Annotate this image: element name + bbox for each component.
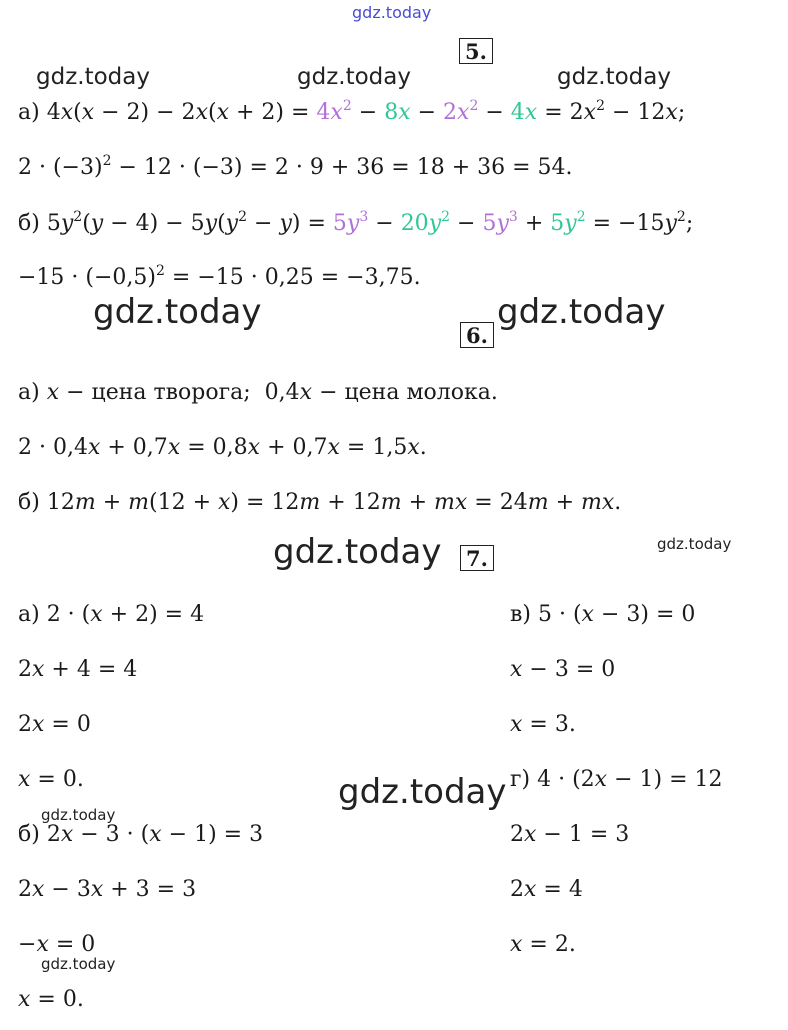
solution-line: г) 4 · (2x − 1) = 12 bbox=[510, 767, 723, 792]
solution-line: x = 0. bbox=[18, 987, 84, 1012]
watermark: gdz.today bbox=[41, 955, 116, 973]
solution-line: 2x = 4 bbox=[510, 877, 583, 902]
solution-line: $2 \cdot (-3)^2 - 12 \cdot (-3) = 2 \cdot 9 + 36 = 18 + 36 = 54$. bbox=[18, 152, 573, 180]
watermark: gdz.today bbox=[338, 772, 507, 812]
solution-line: б) 2x − 3 · (x − 1) = 3 bbox=[18, 822, 264, 847]
watermark: gdz.today bbox=[497, 292, 666, 332]
watermark: gdz.today bbox=[352, 3, 432, 22]
solution-line: $-15 \cdot (-0,5)^2 = -15 \cdot 0,25 = -3,75$. bbox=[18, 262, 421, 290]
watermark: gdz.today bbox=[657, 535, 732, 553]
watermark: gdz.today bbox=[273, 532, 442, 572]
solution-line: в) 5 · (x − 3) = 0 bbox=[510, 602, 696, 627]
solution-line: б) $5y^2(y - 4) - 5y(y^2 - y) = 5y^3 - 20y^2 - 5y^3 + 5y^2 = -15y^2$; bbox=[18, 208, 694, 236]
solution-line: x = 2. bbox=[510, 932, 576, 957]
watermark: gdz.today bbox=[297, 64, 411, 90]
solution-line: 2 · 0,4x + 0,7x = 0,8x + 0,7x = 1,5x. bbox=[18, 435, 427, 460]
solution-line: 2x − 3x + 3 = 3 bbox=[18, 877, 197, 902]
watermark: gdz.today bbox=[36, 64, 150, 90]
solution-line: 2x = 0 bbox=[18, 712, 91, 737]
solution-line: x − 3 = 0 bbox=[510, 657, 616, 682]
problem-number: 7. bbox=[460, 545, 494, 571]
solution-line: а) 2 · (x + 2) = 4 bbox=[18, 602, 205, 627]
solution-line: x = 0. bbox=[18, 767, 84, 792]
watermark: gdz.today bbox=[557, 64, 671, 90]
solution-line: x = 3. bbox=[510, 712, 576, 737]
solution-line: −x = 0 bbox=[18, 932, 96, 957]
watermark: gdz.today bbox=[93, 292, 262, 332]
solution-line: а) $4x(x - 2) - 2x(x + 2) = 4x^2 - 8x - 2x^2 - 4x = 2x^2 - 12x$; bbox=[18, 97, 686, 125]
problem-number: 6. bbox=[460, 322, 494, 348]
solution-line: 2x + 4 = 4 bbox=[18, 657, 138, 682]
solution-line: а) x − цена творога; 0,4x − цена молока. bbox=[18, 380, 498, 405]
problem-number: 5. bbox=[459, 38, 493, 64]
watermark: gdz.today bbox=[41, 806, 116, 824]
solution-line: 2x − 1 = 3 bbox=[510, 822, 630, 847]
solution-line: б) 12m + m(12 + x) = 12m + 12m + mx = 24m + mx. bbox=[18, 490, 622, 515]
